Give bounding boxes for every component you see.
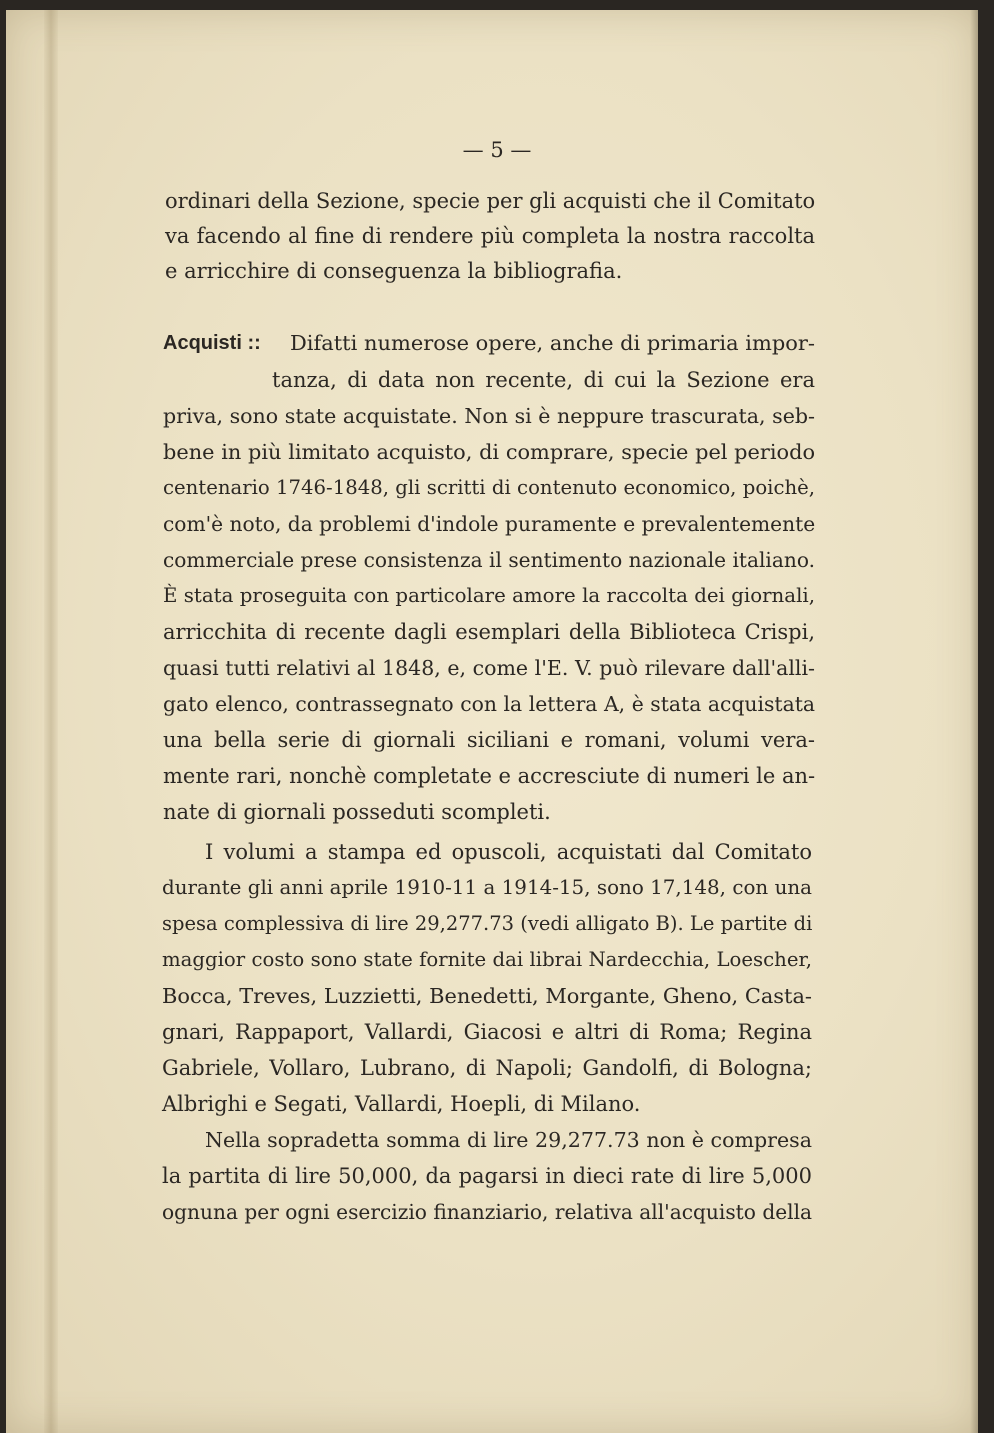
page-number: — 5 —: [462, 138, 532, 162]
text-line: va facendo al fine di rendere più completa la nostra raccolta: [165, 224, 815, 248]
text-line: Difatti numerose opere, anche di primaria impor-: [290, 331, 815, 355]
text-line: Nella sopradetta somma di lire 29,277.73 non è compresa: [205, 1128, 812, 1152]
text-line: una bella serie di giornali siciliani e romani, volumi vera-: [163, 728, 815, 752]
text-line: gato elenco, contrassegnato con la lettera A, è stata acquistata: [163, 692, 815, 716]
text-line: e arricchire di conseguenza la bibliografia.: [165, 259, 623, 283]
text-line: gnari, Rappaport, Vallardi, Giacosi e altri di Roma; Regina: [162, 1020, 812, 1044]
section-sidehead: Acquisti ::: [163, 332, 261, 354]
text-line: quasi tutti relativi al 1848, e, come l'E. V. può rilevare dall'alli-: [163, 656, 815, 680]
text-line: È stata proseguita con particolare amore la raccolta dei giornali,: [163, 584, 815, 607]
text-line: mente rari, nonchè completate e accresciute di numeri le an-: [163, 764, 816, 788]
text-line: Bocca, Treves, Luzzietti, Benedetti, Morgante, Gheno, Casta-: [162, 984, 812, 1008]
text-line: ognuna per ogni esercizio finanziario, relativa all'acquisto della: [162, 1200, 813, 1224]
text-line: bene in più limitato acquisto, di comprare, specie pel periodo: [163, 440, 815, 464]
text-line: priva, sono state acquistate. Non si è neppure trascurata, seb-: [163, 404, 815, 428]
text-line: I volumi a stampa ed opuscoli, acquistati dal Comitato: [205, 840, 812, 864]
text-line: durante gli anni aprile 1910-11 a 1914-15, sono 17,148, con una: [162, 876, 812, 899]
text-line: nate di giornali posseduti scompleti.: [163, 800, 551, 824]
text-line: commerciale prese consistenza il sentimento nazionale italiano.: [163, 548, 815, 572]
text-line: spesa complessiva di lire 29,277.73 (vedi alligato B). Le partite di: [162, 912, 813, 935]
text-line: Gabriele, Vollaro, Lubrano, di Napoli; Gandolfi, di Bologna;: [162, 1056, 812, 1080]
page-edge-shadow: [970, 10, 978, 1433]
text-line: com'è noto, da problemi d'indole puramente e prevalentemente: [163, 512, 816, 536]
text-line: centenario 1746-1848, gli scritti di contenuto economico, poichè,: [163, 476, 815, 499]
text-line: maggior costo sono state fornite dai librai Nardecchia, Loescher,: [162, 948, 812, 971]
text-line: Albrighi e Segati, Vallardi, Hoepli, di Milano.: [162, 1092, 641, 1116]
text-line: la partita di lire 50,000, da pagarsi in dieci rate di lire 5,000: [162, 1164, 812, 1188]
text-line: ordinari della Sezione, specie per gli acquisti che il Comitato: [165, 189, 816, 213]
page-gutter: [44, 10, 58, 1433]
text-line: arricchita di recente dagli esemplari della Biblioteca Crispi,: [163, 620, 815, 644]
text-line: tanza, di data non recente, di cui la Sezione era: [272, 368, 815, 392]
